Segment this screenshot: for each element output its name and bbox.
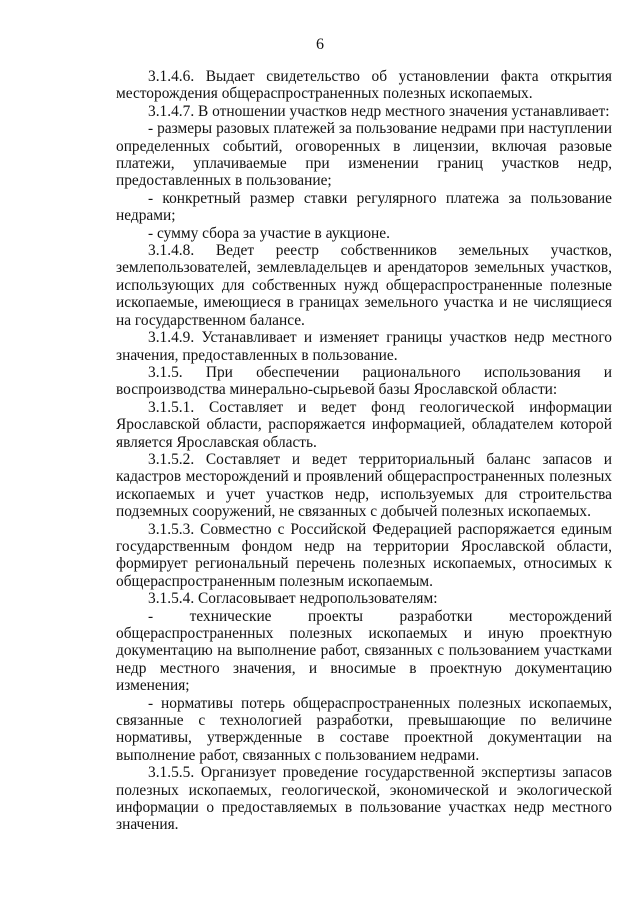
paragraph-3-1-5-3: 3.1.5.3. Совместно с Российской Федерацией распоряжается единым государственным фондом недр на территории Ярославской области, формирует региональный перечень полезных ископаемых, относимых к общераспространенным полезным ископаемым. [116,520,612,590]
list-item-one-time-payments: - размеры разовых платежей за пользование недрами при наступлении определенных событий, оговоренных в лицензии, включая разовые платежи, уплачиваемые при изменении границ участков недр, предоставленных в пользование; [116,120,612,190]
list-item-loss-norms: - нормативы потерь общераспространенных полезных ископаемых, связанные с технологией разработки, превышающие по величине нормативы, утвержденные в составе проектной документации на выполнение работ, связанных с пользованием недрами. [116,694,612,764]
paragraph-3-1-5-1: 3.1.5.1. Составляет и ведет фонд геологической информации Ярославской области, распоряжается информацией, обладателем которой является Ярославская область. [116,398,612,451]
page-number: 6 [316,36,324,53]
list-item-regular-payment-rate: - конкретный размер ставки регулярного платежа за пользование недрами; [116,189,612,225]
paragraph-3-1-4-6: 3.1.4.6. Выдает свидетельство об установлении факта открытия месторождения общераспространенных полезных ископаемых. [116,68,612,103]
paragraph-3-1-5-2: 3.1.5.2. Составляет и ведет территориальный баланс запасов и кадастров месторождений и проявлений общераспространенных полезных ископаемых и учет участков недр, используемых для строительства подземных сооружений, не связанных с добычей полезных ископаемых. [116,450,612,521]
paragraph-3-1-5-5: 3.1.5.5. Организует проведение государственной экспертизы запасов полезных ископаемых, геологической, экономической и экологической информации о предоставляемых в пользование участках недр местного значения. [116,764,612,834]
paragraph-3-1-4-9: 3.1.4.9. Устанавливает и изменяет границы участков недр местного значения, предоставленных в пользование. [116,329,612,364]
paragraph-3-1-5: 3.1.5. При обеспечении рационального использования и воспроизводства минерально-сырьевой базы Ярославской области: [116,363,612,399]
document-body [116,68,612,834]
paragraph-3-1-4-8: 3.1.4.8. Ведет реестр собственников земельных участков, землепользователей, землевладельцев и арендаторов земельных участков, использующих для собственных нужд общераспространенные полезные ископаемые, имеющиеся в границах земельного участка и не числящиеся на государственном балансе. [116,242,612,329]
list-item-auction-fee: - сумму сбора за участие в аукционе. [148,224,390,242]
paragraph-3-1-4-7: 3.1.4.7. В отношении участков недр местного значения устанавливает: [148,102,610,120]
paragraph-3-1-5-4: 3.1.5.4. Согласовывает недропользователям: [148,590,438,608]
list-item-technical-projects: - технические проекты разработки месторождений общераспространенных полезных ископаемых и иную проектную документацию на выполнение работ, связанных с пользованием участками недр местного значения, и вносимые в проектную документацию изменения; [116,607,612,695]
